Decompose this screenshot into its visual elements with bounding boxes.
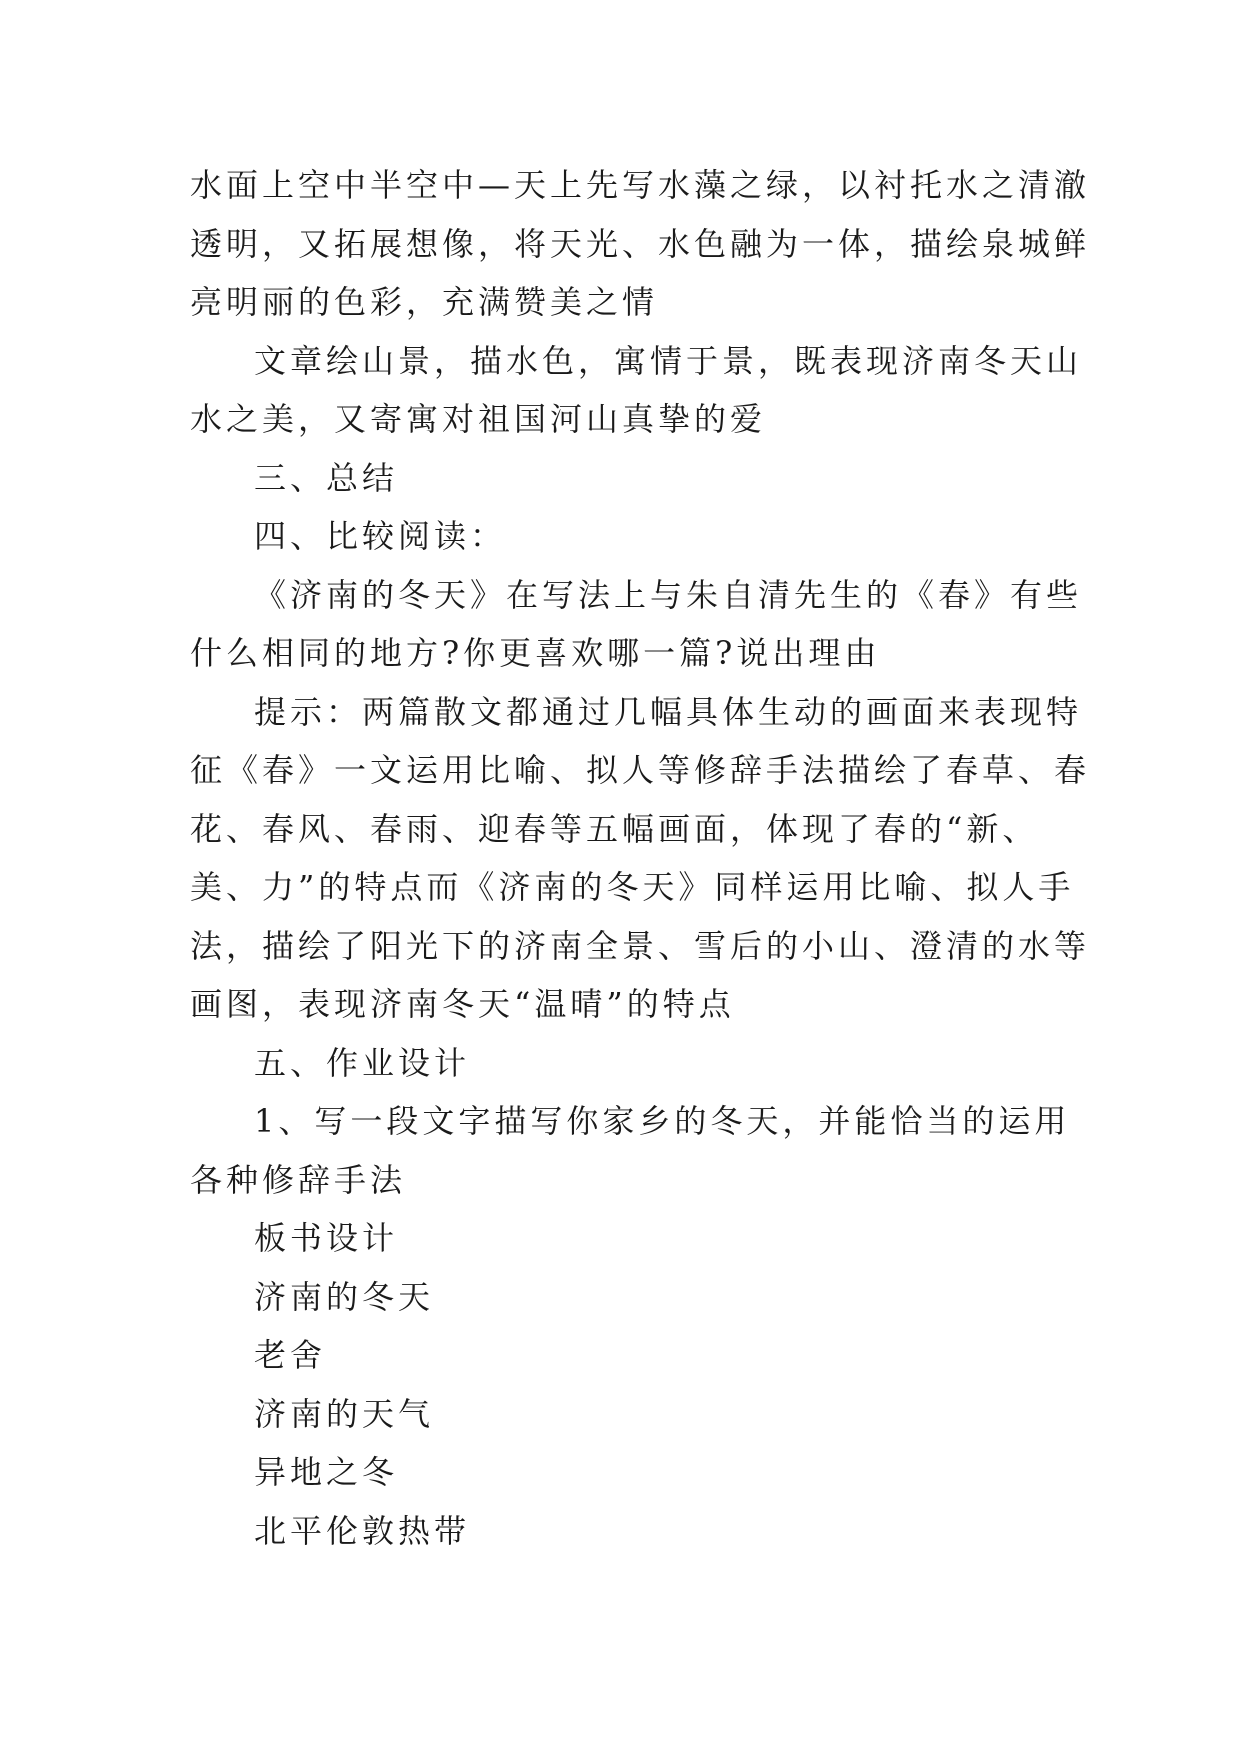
document-body	[190, 156, 1090, 1560]
paragraph-article-summary: 文章绘山景，描水色，寓情于景，既表现济南冬天山水之美，又寄寓对祖国河山真挚的爱	[190, 341, 1083, 438]
paragraph-comparison-question: 《济南的冬天》在写法上与朱自清先生的《春》有些什么相同的地方?你更喜欢哪一篇?说出理由	[190, 575, 1083, 672]
section-heading-summary: 三、总结	[254, 458, 399, 497]
paragraph-hint: 提示：两篇散文都通过几幅具体生动的画面来表现特征《春》一文运用比喻、拟人等修辞手法描绘了春草、春花、春风、春雨、迎春等五幅画面，体现了春的“新、美、力”的特点而《济南的冬天》同样运用比喻、拟人手法，描绘了阳光下的济南全景、雪后的小山、澄清的水等画图，表现济南冬天“温晴”的特点	[190, 692, 1091, 1023]
board-design-heading: 板书设计	[254, 1219, 399, 1257]
section-heading-homework: 五、作业设计	[254, 1043, 471, 1082]
board-line-author: 老舍	[254, 1336, 327, 1374]
board-line-title: 济南的冬天	[254, 1277, 435, 1316]
board-line-places: 北平伦敦热带	[254, 1511, 471, 1550]
board-line-other-winters: 异地之冬	[254, 1453, 399, 1491]
section-heading-comparative-reading: 四、比较阅读：	[254, 517, 507, 555]
board-line-weather: 济南的天气	[254, 1394, 435, 1433]
paragraph-water-description: 水面上空中半空中—天上先写水藻之绿，以衬托水之清澈透明，又拓展想像，将天光、水色融为一体，描绘泉城鲜亮明丽的色彩，充满赞美之情	[190, 166, 1091, 321]
paragraph-homework-item: 1、写一段文字描写你家乡的冬天，并能恰当的运用各种修辞手法	[190, 1102, 1071, 1199]
